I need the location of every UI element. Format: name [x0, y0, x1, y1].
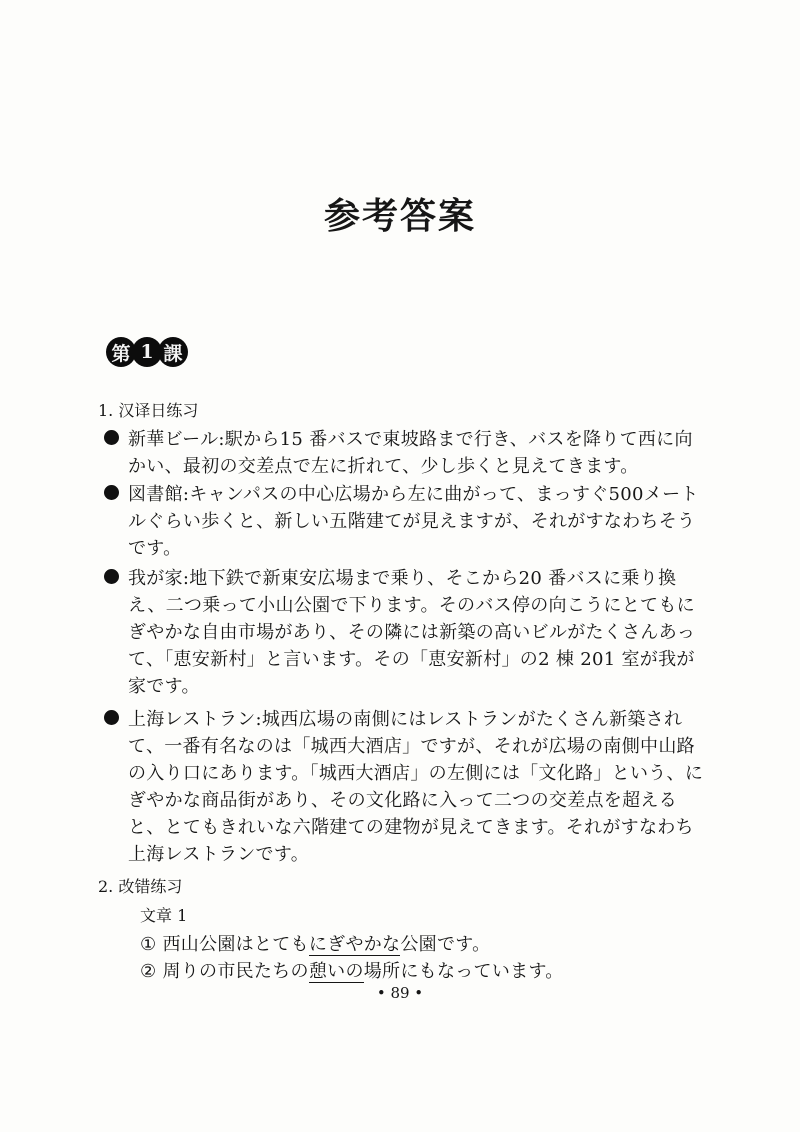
bullet-icon: [104, 710, 119, 725]
section-heading-correction: 2. 改错练习: [98, 877, 183, 896]
sentence-text: 公園です。: [400, 934, 491, 955]
lesson-badge-number: 1: [132, 337, 162, 367]
bullet-icon: [104, 485, 119, 500]
list-item: [104, 481, 704, 562]
page-title: 参考答案: [323, 195, 476, 237]
bullet-icon: [104, 569, 119, 584]
numbered-sentence: [140, 957, 564, 983]
lesson-badge-char: 第: [106, 337, 136, 367]
passage-label: 文章 1: [140, 906, 188, 925]
underlined-text: にぎやかな: [308, 934, 401, 955]
circled-number: ②: [140, 961, 157, 982]
lesson-badge: [106, 337, 184, 367]
list-item-text: 新華ビール:駅から15 番バスで東坡路まで行き、バスを降りて西に向かい、最初の交差点で左に折れて、少し歩くと見えてきます。: [128, 429, 693, 477]
list-item: [104, 565, 704, 700]
list-item-text: 我が家:地下鉄で新東安広場まで乗り、そこから20 番バスに乗り換え、二つ乗って小山公園で下ります。そのバス停の向こうにとてもにぎやかな自由市場があり、その隣には新築の高いビルがたくさんあって、「恵安新村」と言います。その「恵安新村」の2 棟 201 室が我が家です。: [128, 568, 696, 697]
sentence-text: 場所にもなっています。: [363, 961, 564, 982]
sentence-text: 周りの市民たちの: [162, 961, 309, 982]
lesson-badge-char: 課: [158, 337, 188, 367]
underlined-text: 憩いの: [308, 961, 364, 982]
list-item-text: 上海レストラン:城西広場の南側にはレストランがたくさん新築されて、一番有名なのは「城西大酒店」ですが、それが広場の南側中山路の入り口にあります。「城西大酒店」の左側には「文化路」という、にぎやかな商品街があり、その文化路に入って二つの交差点を超えると、とてもきれいな六階建ての建物が見えてきます。それがすなわち上海レストランです。: [128, 709, 704, 865]
list-item: [104, 706, 704, 868]
list-item-text: 図書館:キャンパスの中心広場から左に曲がって、まっすぐ500メートルぐらい歩くと、新しい五階建てが見えますが、それがすなわちそうです。: [128, 484, 699, 559]
bullet-icon: [104, 430, 119, 445]
list-item: [104, 426, 704, 480]
numbered-sentence: [140, 930, 490, 956]
section-heading-translation: 1. 汉译日练习: [98, 401, 199, 420]
sentence-text: 西山公園はとても: [162, 934, 309, 955]
page-number: • 89 •: [376, 984, 424, 1002]
circled-number: ①: [140, 934, 157, 955]
